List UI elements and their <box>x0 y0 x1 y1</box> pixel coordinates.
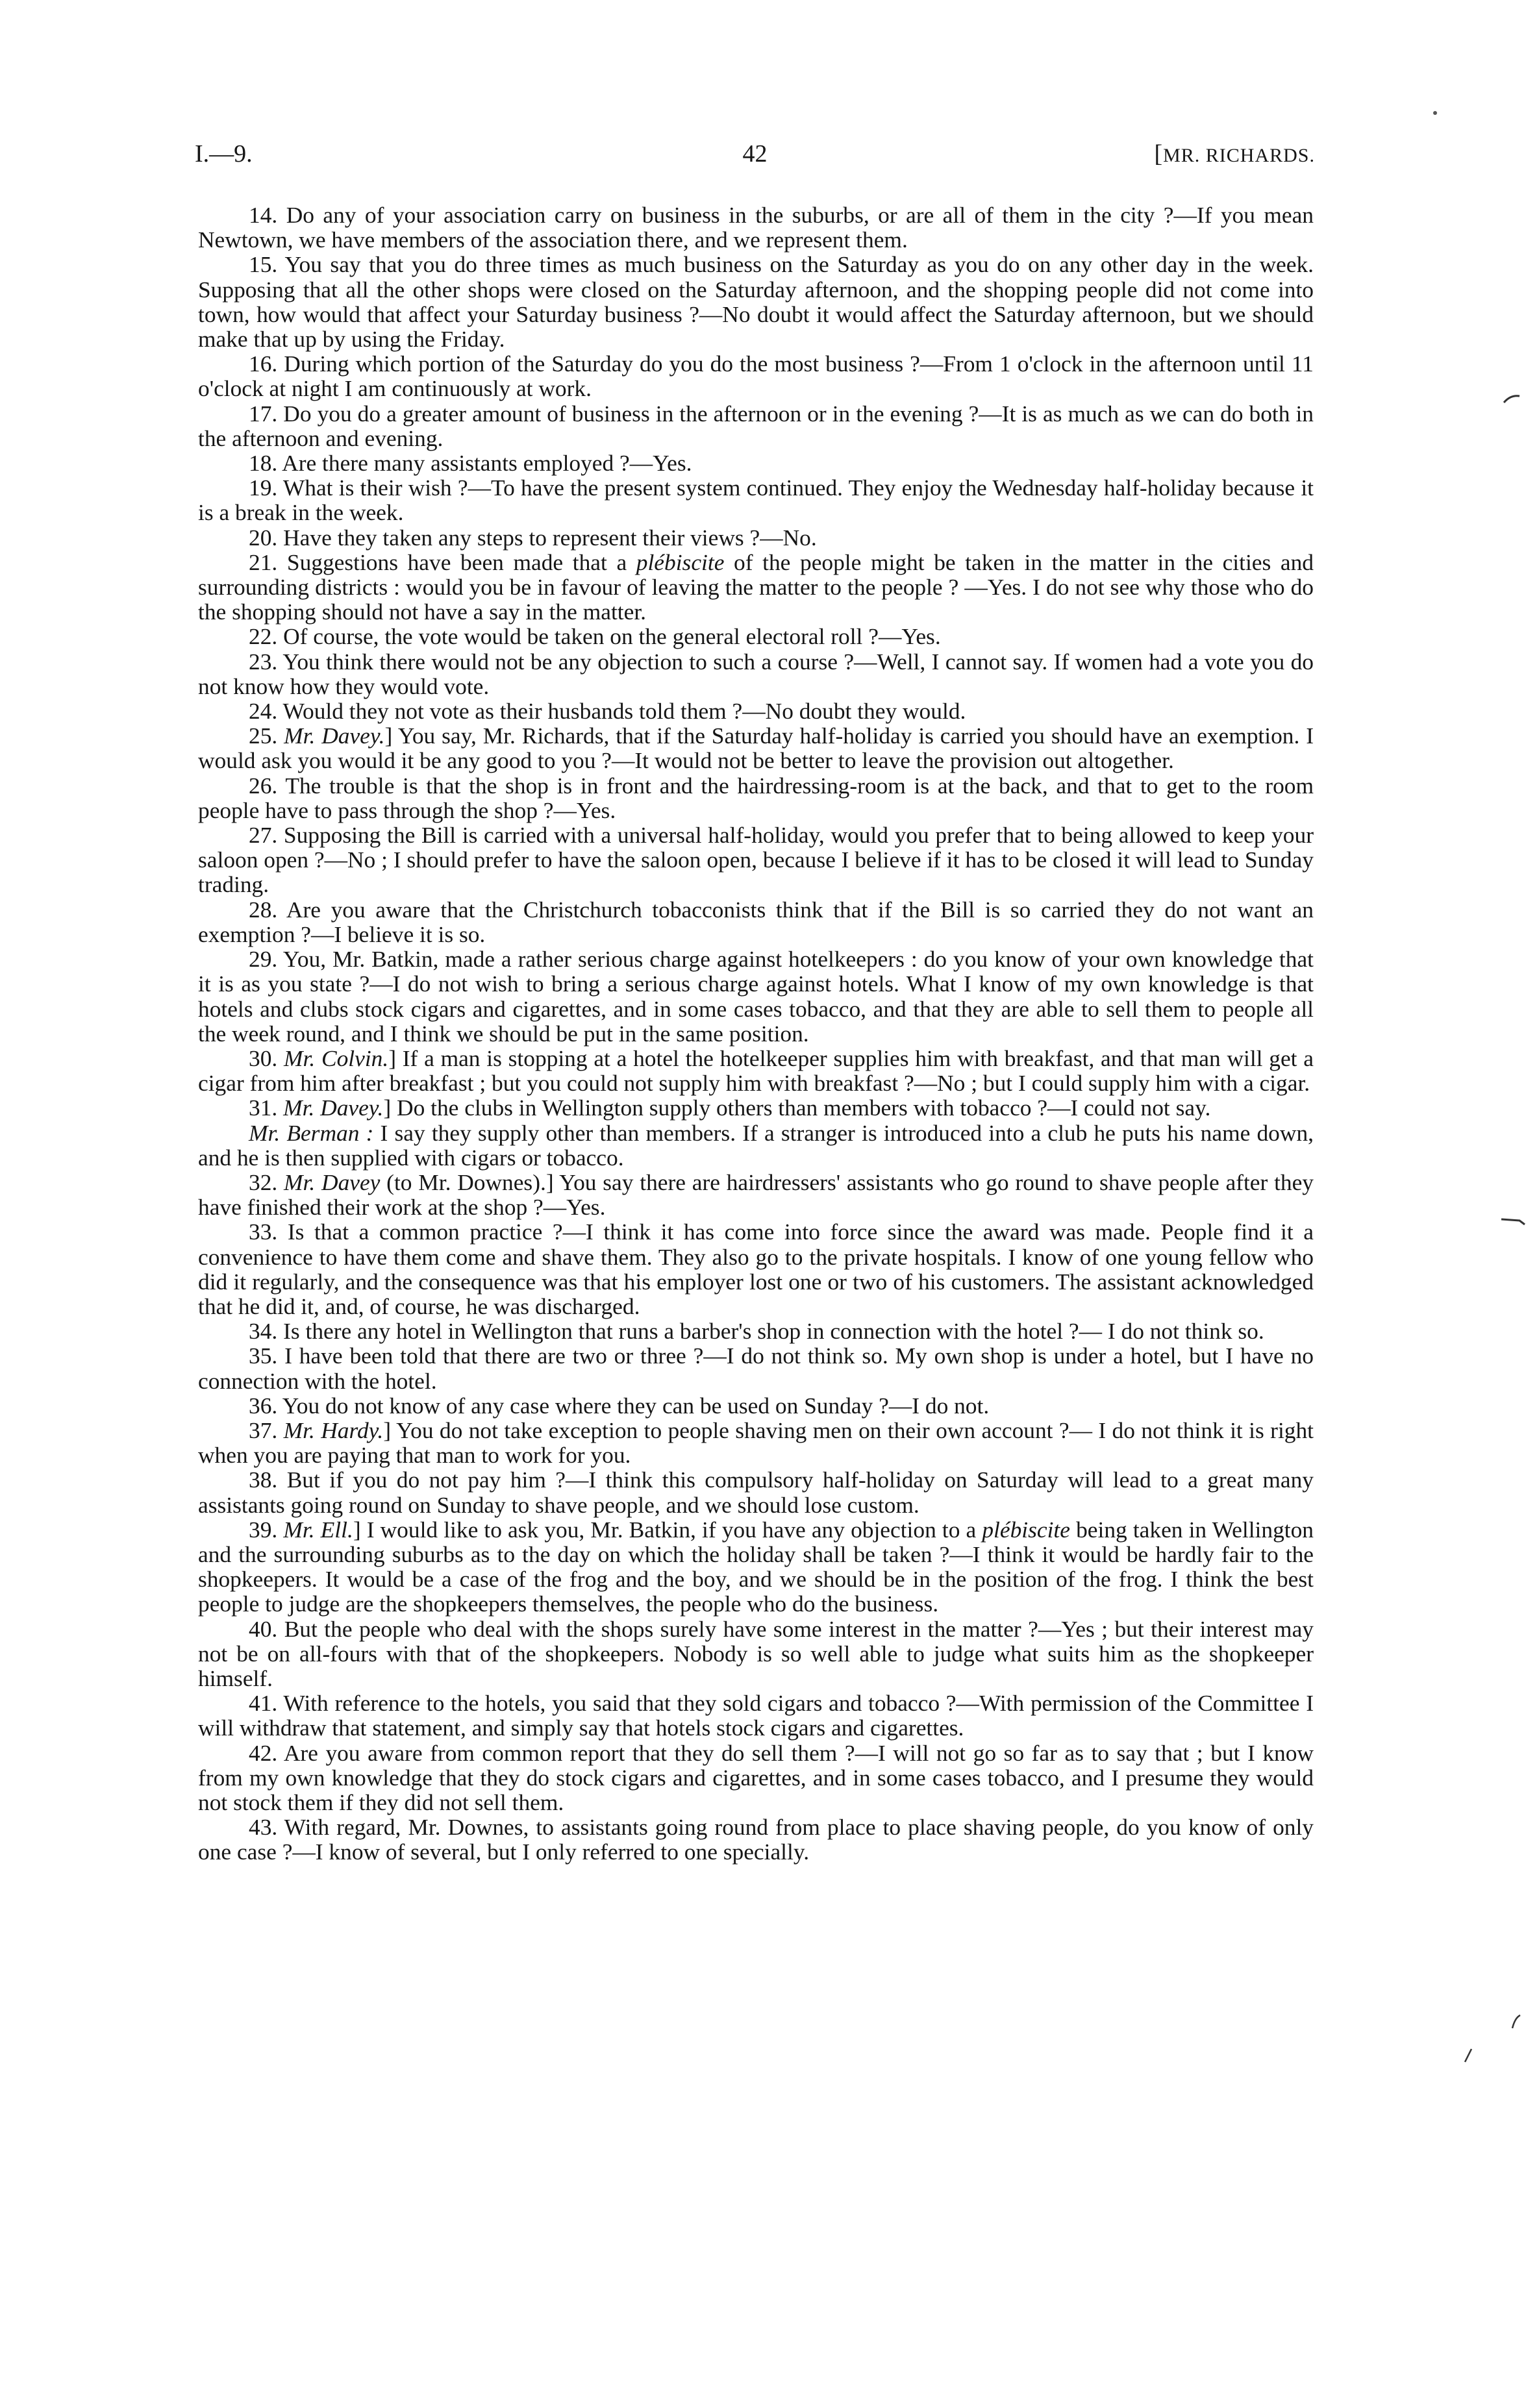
paragraph-text: Is there any hotel in Wellington that runs a barber's shop in connection with the hotel ?— I do not think so. <box>283 1318 1264 1345</box>
paragraph-text: You think there would not be any objection to such a course ?—Well, I cannot say. If women had a vote you do not know how they would vote. <box>198 648 1314 699</box>
paragraph-33 <box>198 1219 1314 1319</box>
paragraph-30 <box>198 1046 1314 1095</box>
testimony-body <box>198 203 1314 1865</box>
question-number: 27. <box>249 822 278 849</box>
paragraph-22 <box>198 624 1314 649</box>
paragraph-31 <box>198 1095 1314 1120</box>
question-number: 29. <box>249 946 278 973</box>
paragraph-23 <box>198 649 1314 699</box>
question-number: 41. <box>249 1690 278 1717</box>
paragraph-32 <box>198 1170 1314 1219</box>
paragraph-text: I say they supply other than members. If a stranger is introduced into a club he puts his name down, and he is then supplied with cigars or tobacco. <box>198 1119 1314 1171</box>
paragraph-berman <box>198 1121 1314 1170</box>
paragraph-text-cont: being taken in Wellington and the surrounding suburbs as to the day on which the holiday shall be taken ?—I think it would be hardly fair to the shopkeepers. It would be a case of the frog and the boy, and we should be in the position of the frog. I think the best people to judge are the shopkeepers themselves, the people who do the business. <box>198 1516 1314 1617</box>
question-number: 36. <box>249 1392 278 1419</box>
paragraph-14 <box>198 203 1314 252</box>
italic-term: plébiscite <box>636 549 725 575</box>
paragraph-text: Do you do a greater amount of business in the afternoon or in the evening ?—It is as much as we can do both in the afternoon and evening. <box>198 400 1314 451</box>
document-reference: I.—9. <box>195 140 253 168</box>
paragraph-text: But if you do not pay him ?—I think this compulsory half-holiday on Saturday will lead to a great many assistants going round on Sunday to shave people, and we should lose custom. <box>198 1467 1314 1518</box>
paragraph-41 <box>198 1691 1314 1740</box>
paragraph-text: The trouble is that the shop is in front and the hairdressing-room is at the back, and that to get to the room people have to pass through the shop ?—Yes. <box>198 772 1314 823</box>
question-number: 24. <box>249 698 278 725</box>
paragraph-43 <box>198 1815 1314 1864</box>
paragraph-text: Of course, the vote would be taken on the general electoral roll ?—Yes. <box>283 623 941 650</box>
margin-mark <box>1500 1214 1526 1227</box>
paragraph-text: (to Mr. Downes).] You say there are hairdressers' assistants who go round to shave people after they have finished their work at the shop ?—Yes. <box>198 1169 1314 1221</box>
question-number: 30. <box>249 1045 278 1071</box>
paragraph-19 <box>198 475 1314 525</box>
question-number: 23. <box>249 648 278 675</box>
question-number: 18. <box>249 450 278 477</box>
witness-name <box>1154 140 1315 168</box>
paragraph-text: Are you aware that the Christchurch tobacconists think that if the Bill is so carried they do not want an exemption ?—I believe it is so. <box>198 896 1314 947</box>
question-number: 26. <box>249 772 278 799</box>
paragraph-38 <box>198 1467 1314 1517</box>
question-number: 31. <box>249 1095 278 1121</box>
question-number: 19. <box>249 475 278 501</box>
question-number: 21. <box>249 549 278 575</box>
paragraph-34 <box>198 1319 1314 1343</box>
paragraph-text: Suggestions have been made that a <box>286 549 636 575</box>
margin-mark <box>1503 390 1522 409</box>
paragraph-18 <box>198 451 1314 475</box>
question-number: 42. <box>249 1739 278 1766</box>
question-number: 14. <box>249 202 278 228</box>
question-number: 43. <box>249 1814 278 1841</box>
margin-mark <box>1431 109 1439 117</box>
paragraph-text: Have they taken any steps to represent their views ?—No. <box>283 524 817 551</box>
paragraph-40 <box>198 1617 1314 1691</box>
paragraph-text: ] You say, Mr. Richards, that if the Saturday half-holiday is carried you should have an exemption. I would ask you would it be any good to you ?—It would not be better to leave the provision out altogether. <box>198 723 1314 774</box>
paragraph-29 <box>198 947 1314 1046</box>
italic-term: plébiscite <box>982 1516 1070 1543</box>
question-number: 35. <box>249 1343 278 1369</box>
paragraph-text: With regard, Mr. Downes, to assistants going round from place to place shaving people, do you know of only one case ?—I know of several, but I only referred to one specially. <box>198 1814 1314 1865</box>
paragraph-text: Do any of your association carry on business in the suburbs, or are all of them in the city ?—If you mean Newtown, we have members of the association there, and we represent them. <box>198 202 1314 253</box>
paragraph-text-cont: of the people might be taken in the matter in the cities and surrounding districts : would you be in favour of leaving the matter to the people ? —Yes. I do not see why those who do the shopping should not have a say in the matter. <box>198 549 1314 625</box>
margin-mark <box>1510 2013 1523 2032</box>
paragraph-15 <box>198 252 1314 351</box>
paragraph-text: ] I would like to ask you, Mr. Batkin, if you have any objection to a <box>353 1516 982 1543</box>
paragraph-text: What is their wish ?—To have the present system continued. They enjoy the Wednesday half-holiday because it is a break in the week. <box>198 475 1314 526</box>
paragraph-25 <box>198 723 1314 773</box>
speaker-name: Mr. Davey. <box>283 1095 384 1121</box>
paragraph-text: You say that you do three times as much business on the Saturday as you do on any other day in the week. Supposing that all the other shops were closed on the Saturday afternoon, and the shopping people did not come into town, how would that affect your Saturday business ?—No doubt it would affect the Saturday afternoon, but we should make that up by using the Friday. <box>198 251 1314 353</box>
paragraph-text: During which portion of the Saturday do you do the most business ?—From 1 o'clock in the afternoon until 11 o'clock at night I am continuously at work. <box>198 351 1314 402</box>
paragraph-text: ] Do the clubs in Wellington supply others than members with tobacco ?—I could not say. <box>383 1095 1211 1121</box>
speaker-name: Mr. Davey <box>284 1169 381 1195</box>
speaker-name: Mr. Hardy. <box>283 1417 384 1443</box>
paragraph-text: ] If a man is stopping at a hotel the hotelkeeper supplies him with breakfast, and that man will get a cigar from him after breakfast ; but you could not supply him with breakfast ?—No ; but I could supply him with a cigar. <box>198 1045 1314 1097</box>
question-number: 33. <box>249 1219 278 1245</box>
paragraph-17 <box>198 401 1314 451</box>
paragraph-text: You do not know of any case where they can be used on Sunday ?—I do not. <box>282 1392 990 1419</box>
question-number: 22. <box>249 623 278 650</box>
paragraph-text: Are there many assistants employed ?—Yes. <box>282 450 692 477</box>
paragraph-24 <box>198 699 1314 723</box>
paragraph-42 <box>198 1741 1314 1815</box>
paragraph-21 <box>198 550 1314 625</box>
paragraph-26 <box>198 773 1314 823</box>
question-number: 15. <box>249 251 278 278</box>
paragraph-text: Supposing the Bill is carried with a universal half-holiday, would you prefer that to being allowed to keep your saloon open ?—No ; I should prefer to have the saloon open, because I believe if it has to be closed it will lead to Sunday trading. <box>198 822 1314 898</box>
question-number: 16. <box>249 351 278 377</box>
paragraph-text: With reference to the hotels, you said that they sold cigars and tobacco ?—With permission of the Committee I will withdraw that statement, and simply say that hotels stock cigars and cigarettes. <box>198 1690 1314 1741</box>
paragraph-text: Is that a common practice ?—I think it has come into force since the award was made. People find it a convenience to have them come and shave them. They also go to the private hospitals. I know of one young fellow who did it regularly, and the consequence was that his employer lost one or two of his customers. The assistant acknowledged that he did it, and, of course, he was discharged. <box>198 1219 1314 1319</box>
paragraph-text: I have been told that there are two or three ?—I do not think so. My own shop is under a hotel, but I have no connection with the hotel. <box>198 1343 1314 1394</box>
witness-bracket: [ <box>1154 140 1164 168</box>
margin-mark <box>1462 2045 1475 2065</box>
speaker-name: Mr. Davey. <box>284 723 385 749</box>
question-number: 39. <box>249 1516 278 1543</box>
question-number: 37. <box>249 1417 278 1443</box>
paragraph-35 <box>198 1343 1314 1393</box>
page-number: 42 <box>742 140 768 168</box>
question-number: 28. <box>249 896 278 923</box>
paragraph-27 <box>198 823 1314 897</box>
witness-label: MR. RICHARDS. <box>1163 145 1315 166</box>
paragraph-20 <box>198 525 1314 550</box>
paragraph-39 <box>198 1517 1314 1617</box>
page-header <box>195 140 1315 179</box>
question-number: 17. <box>249 400 278 427</box>
paragraph-36 <box>198 1393 1314 1418</box>
paragraph-16 <box>198 351 1314 401</box>
question-number: 25. <box>249 723 278 749</box>
paragraph-28 <box>198 897 1314 947</box>
paragraph-text: Are you aware from common report that they do sell them ?—I will not go so far as to say that ; but I know from my own knowledge that they do stock cigars and cigarettes, and in some cases tobacco, and I presume they would not stock them if they did not sell them. <box>198 1739 1314 1815</box>
question-number: 32. <box>249 1169 278 1195</box>
question-number: 40. <box>249 1615 278 1642</box>
paragraph-text: ] You do not take exception to people shaving men on their own account ?— I do not think it is right when you are paying that man to work for you. <box>198 1417 1314 1469</box>
speaker-name: Mr. Colvin. <box>284 1045 389 1071</box>
paragraph-text: Would they not vote as their husbands told them ?—No doubt they would. <box>282 698 966 725</box>
speaker-name: Mr. Berman : <box>249 1119 374 1146</box>
question-number: 34. <box>249 1318 278 1345</box>
paragraph-text: You, Mr. Batkin, made a rather serious charge against hotelkeepers : do you know of your own knowledge that it is as you state ?—I do not wish to bring a serious charge against hotels. What I know of my own knowledge is that hotels and clubs stock cigars and cigarettes, and in some cases tobacco, and that they are able to sell them to people all the week round, and I think we should be put in the same position. <box>198 946 1314 1047</box>
question-number: 38. <box>249 1467 278 1493</box>
paragraph-text: But the people who deal with the shops surely have some interest in the matter ?—Yes ; but their interest may not be on all-fours with that of the shopkeepers. Nobody is so well able to judge what suits him as the shopkeeper himself. <box>198 1615 1314 1691</box>
speaker-name: Mr. Ell. <box>283 1516 353 1543</box>
question-number: 20. <box>249 524 278 551</box>
paragraph-37 <box>198 1418 1314 1467</box>
